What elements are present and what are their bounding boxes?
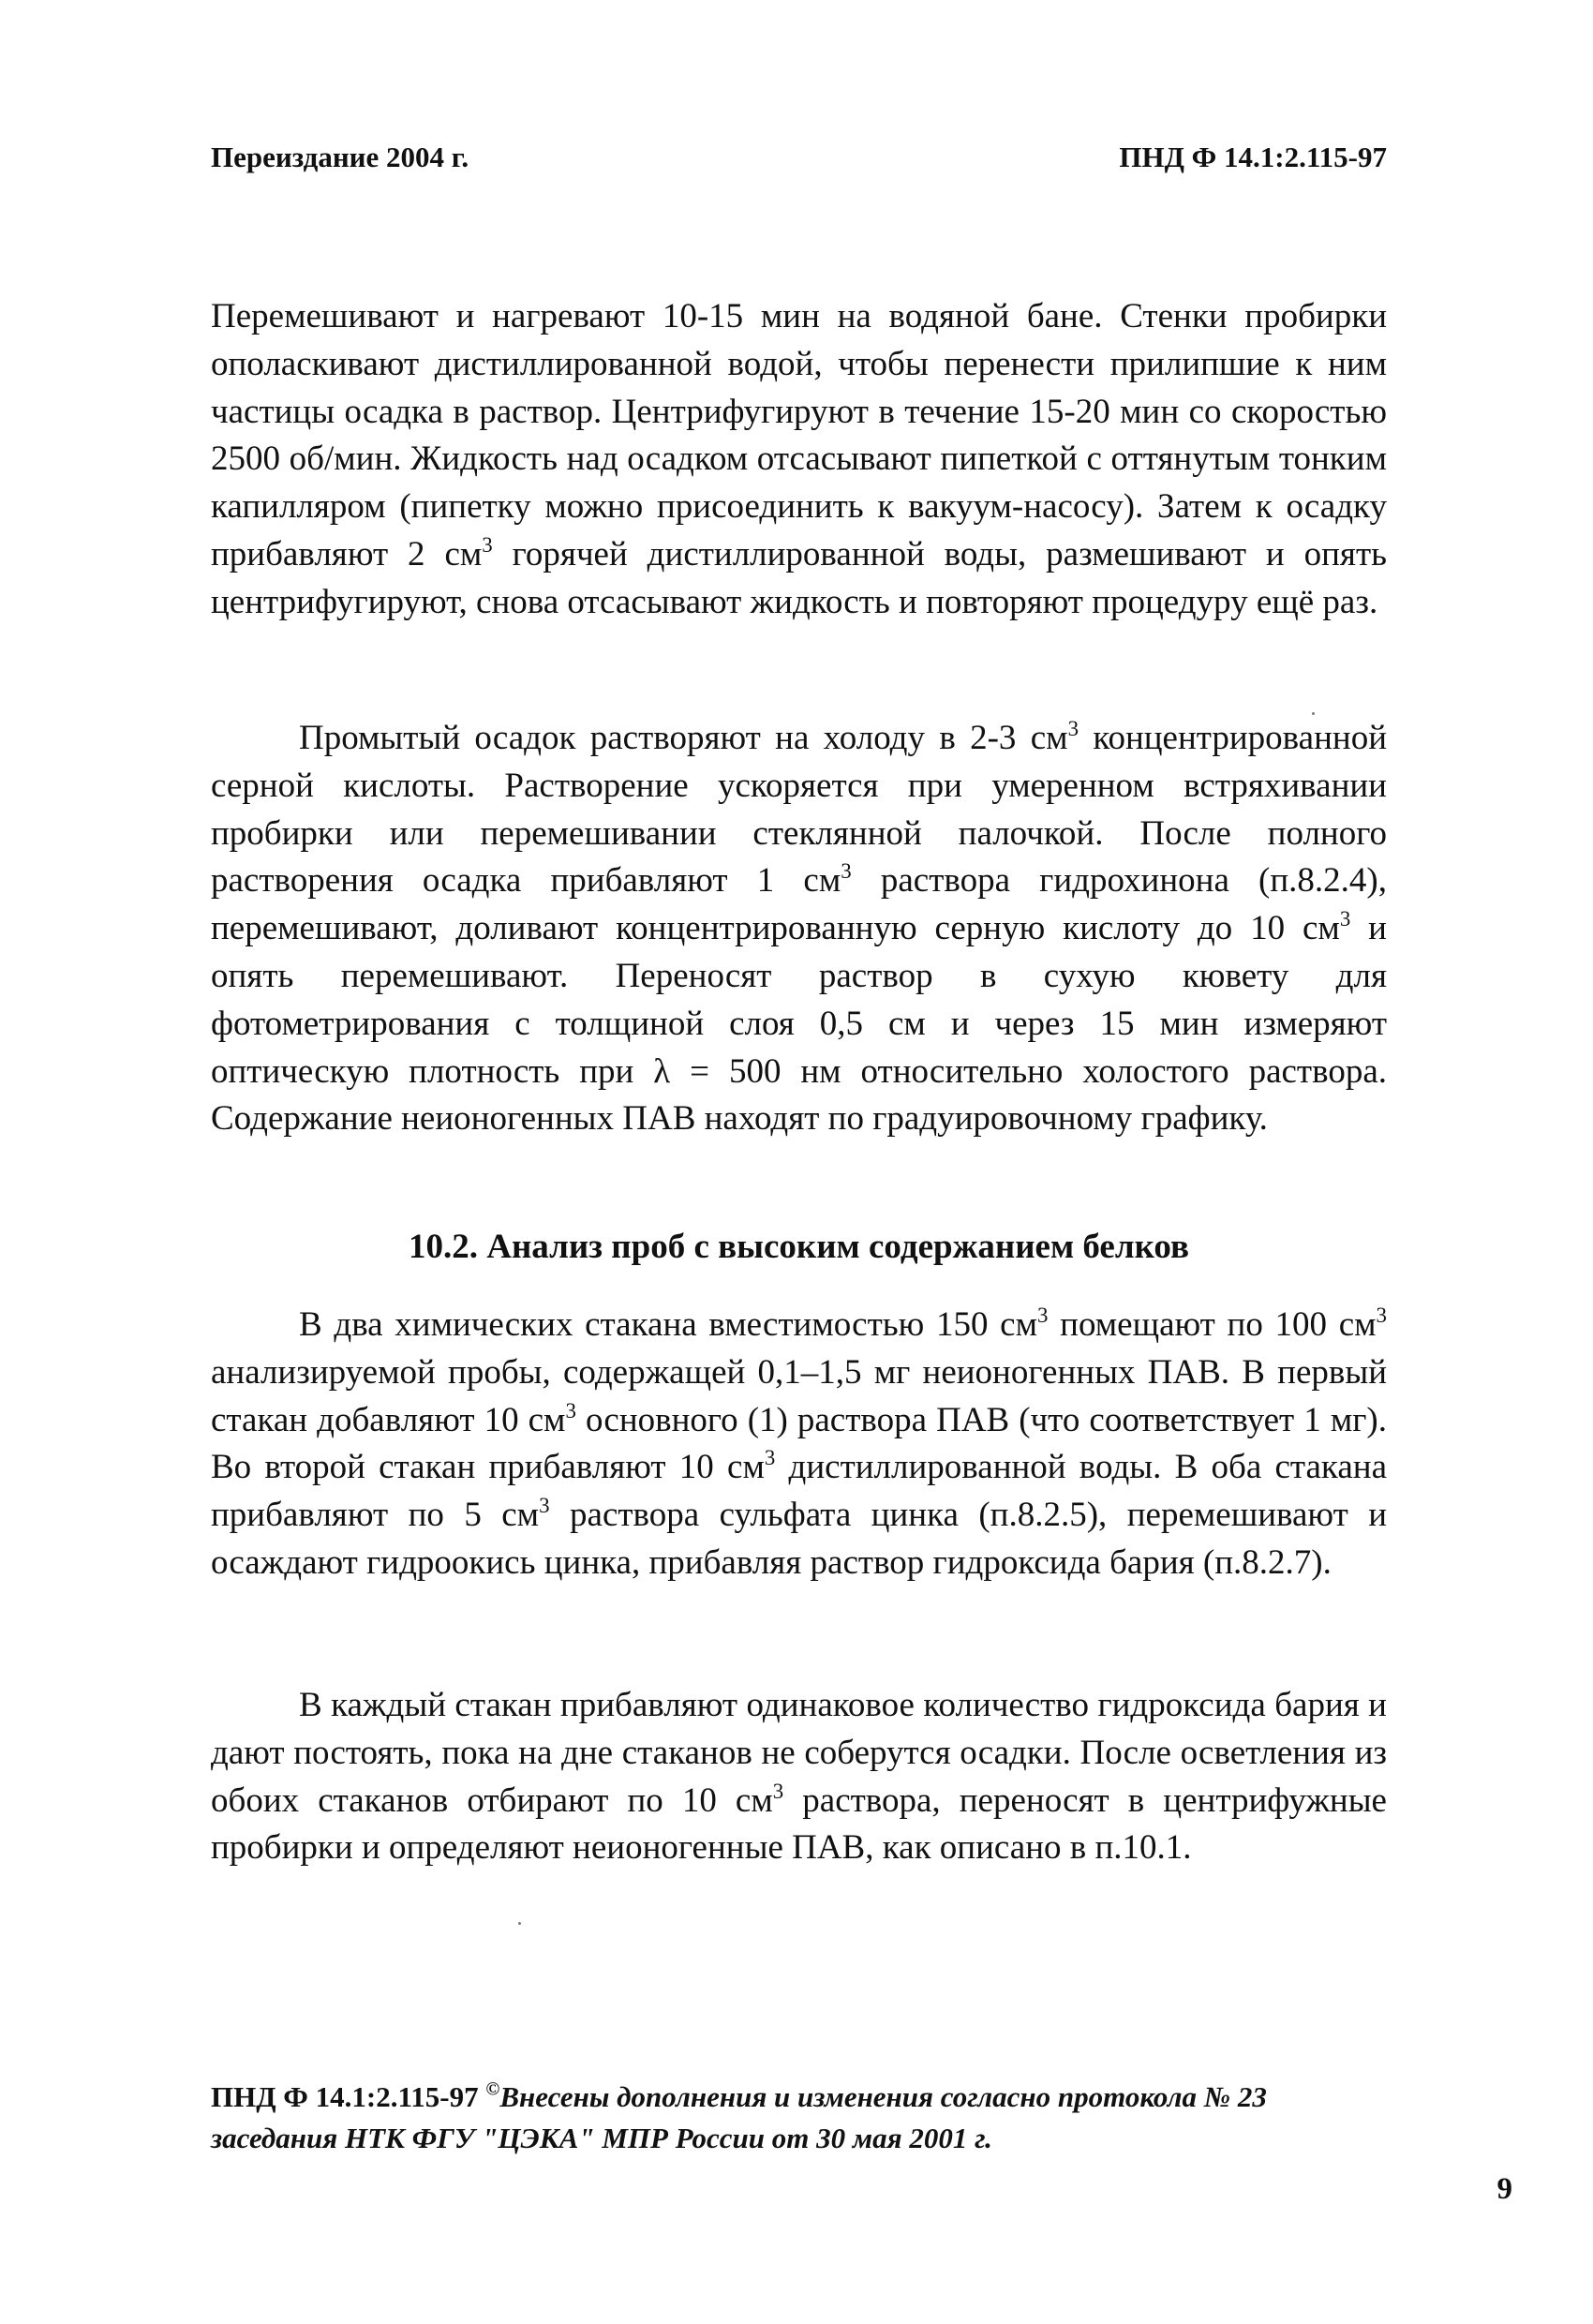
header-document-code: ПНД Ф 14.1:2.115-97	[1119, 141, 1387, 173]
page-header	[211, 141, 1387, 187]
paragraph-2: Промытый осадок растворяют на холоду в 2-3 $см^3$ концентрированной серной кислоты. Растворение ускоряется при умеренном встряхивании пробирки или перемешивании стеклянной палочкой. После полного растворения осадка прибавляют 1 $см^3$ раствора гидрохинона (п.8.2.4), перемешивают, доливают концентрированную серную кислоту до 10 $см^3$ и опять перемешивают. Переносят раствор в сухую кювету для фотометрирования с толщиной слоя 0,5 см и через 15 мин измеряют оптическую плотность при λ = 500 нм относительно холостого раствора. Содержание неионогенных ПАВ находят по градуировочному графику.	[211, 716, 1387, 1139]
page-number: 9	[1496, 2172, 1512, 2206]
footer-document-code: ПНД Ф 14.1:2.115-97	[211, 2080, 479, 2113]
paragraph-1: Перемешивают и нагревают 10-15 мин на водяной бане. Стенки пробирки ополаскивают дистиллированной водой, чтобы перенести прилипшие к ним частицы осадка в раствор. Центрифугируют в течение 15-20 мин со скоростью 2500 об/мин. Жидкость над осадком отсасывают пипеткой с оттянутым тонким капилляром (пипетку можно присоединить к вакуум-насосу). Затем к осадку прибавляют 2 $см^3$ горячей дистиллированной воды, размешивают и опять центрифугируют, снова отсасывают жидкость и повторяют процедуру ещё раз.	[211, 297, 1387, 621]
footer-note: Внесены дополнения и изменения согласно протокола № 23 заседания НТК ФГУ "ЦЭКА" МПР России от 30 мая 2001 г.	[211, 2080, 1267, 2154]
page-footer	[211, 2077, 1387, 2159]
scan-speck	[1312, 712, 1315, 715]
paragraph-3: В два химических стакана вместимостью 150 $см^3$ помещают по 100 $см^3$ анализируемой пробы, содержащей 0,1–1,5 мг неионогенных ПАВ. В первый стакан добавляют 10 $см^3$ основного (1) раствора ПАВ (что соответствует 1 мг). Во второй стакан прибавляют 10 $см^3$ дистиллированной воды. В оба стакана прибавляют по 5 $см^3$ раствора сульфата цинка (п.8.2.5), перемешивают и осаждают гидроокись цинка, прибавляя раствор гидроксида бария (п.8.2.7).	[211, 1303, 1387, 1582]
paragraph-4: В каждый стакан прибавляют одинаковое количество гидроксида бария и дают постоять, пока на дне стаканов не соберутся осадки. После осветления из обоих стаканов отбирают по 10 $см^3$ раствора, переносят в центрифужные пробирки и определяют неионогенные ПАВ, как описано в п.10.1.	[211, 1686, 1387, 1868]
scan-speck	[518, 1922, 521, 1925]
footer-mark: ©	[485, 2078, 500, 2100]
section-title: 10.2. Анализ проб с высоким содержанием белков	[408, 1228, 1189, 1266]
header-edition: Переиздание 2004 г.	[211, 141, 469, 173]
